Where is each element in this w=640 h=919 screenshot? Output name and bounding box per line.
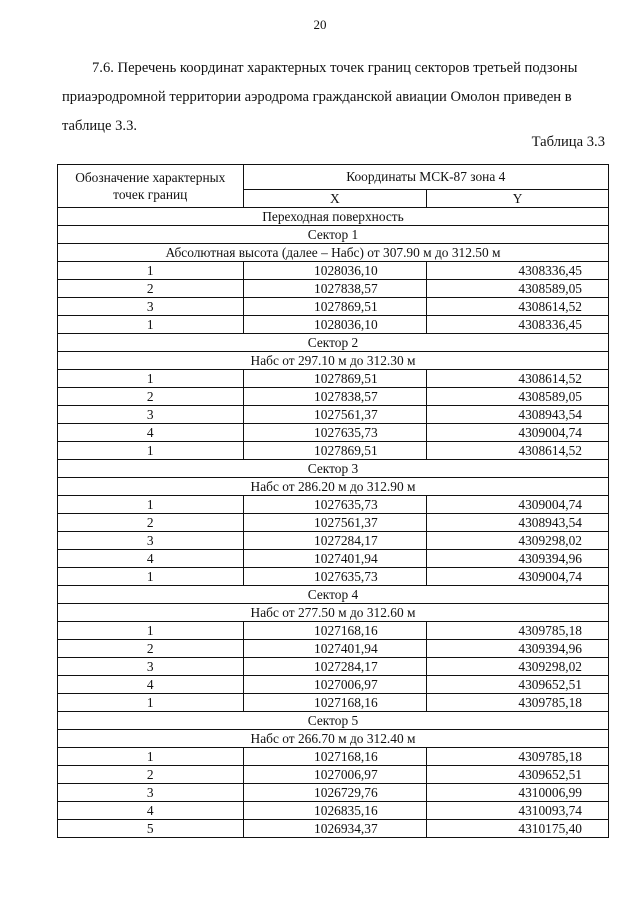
x-coordinate: 1027284,17 <box>243 658 427 676</box>
sector-height-range: Набс от 286.20 м до 312.90 м <box>58 478 609 496</box>
table-row <box>58 748 609 766</box>
x-coordinate: 1028036,10 <box>243 316 427 334</box>
page-number: 20 <box>313 17 327 32</box>
x-coordinate: 1027168,16 <box>243 622 427 640</box>
table-row <box>58 280 609 298</box>
y-coordinate: 4309785,18 <box>427 748 609 766</box>
y-coordinate: 4309394,96 <box>427 550 609 568</box>
table-row <box>58 694 609 712</box>
point-number: 1 <box>58 622 244 640</box>
x-coordinate: 1027168,16 <box>243 694 427 712</box>
sector-height-range: Набс от 266.70 м до 312.40 м <box>58 730 609 748</box>
sector-title-row <box>58 586 609 604</box>
sector-height-row <box>58 730 609 748</box>
y-coordinate: 4310093,74 <box>427 802 609 820</box>
x-coordinate: 1027401,94 <box>243 550 427 568</box>
x-coordinate: 1027838,57 <box>243 280 427 298</box>
point-number: 4 <box>58 550 244 568</box>
x-coordinate: 1027635,73 <box>243 496 427 514</box>
x-coordinate: 1027168,16 <box>243 748 427 766</box>
point-number: 1 <box>58 262 244 280</box>
table-header-row <box>58 165 609 190</box>
table-row <box>58 766 609 784</box>
table-row <box>58 496 609 514</box>
sector-title: Сектор 4 <box>58 586 609 604</box>
point-number: 3 <box>58 784 244 802</box>
intro-line-1: 7.6. Перечень координат характерных точек границ секторов третьей подзоны <box>92 60 578 76</box>
header-y: Y <box>427 190 609 208</box>
x-coordinate: 1027838,57 <box>243 388 427 406</box>
point-number: 3 <box>58 406 244 424</box>
point-number: 1 <box>58 316 244 334</box>
intro-line-2: приаэродромной территории аэродрома гражданской авиации Омолон приведен в <box>62 89 572 105</box>
table-row <box>58 532 609 550</box>
table-row <box>58 550 609 568</box>
x-coordinate: 1026729,76 <box>243 784 427 802</box>
x-coordinate: 1027869,51 <box>243 370 427 388</box>
x-coordinate: 1027561,37 <box>243 514 427 532</box>
y-coordinate: 4308589,05 <box>427 388 609 406</box>
point-number: 1 <box>58 442 244 460</box>
y-coordinate: 4310175,40 <box>427 820 609 838</box>
table-row <box>58 568 609 586</box>
table-row <box>58 298 609 316</box>
sector-height-range: Набс от 277.50 м до 312.60 м <box>58 604 609 622</box>
sector-height-row <box>58 478 609 496</box>
table-row <box>58 442 609 460</box>
table-row <box>58 316 609 334</box>
sector-height-row <box>58 604 609 622</box>
y-coordinate: 4308614,52 <box>427 442 609 460</box>
y-coordinate: 4308614,52 <box>427 370 609 388</box>
x-coordinate: 1027401,94 <box>243 640 427 658</box>
table-row <box>58 640 609 658</box>
point-number: 2 <box>58 766 244 784</box>
y-coordinate: 4309394,96 <box>427 640 609 658</box>
y-coordinate: 4309652,51 <box>427 676 609 694</box>
y-coordinate: 4308943,54 <box>427 406 609 424</box>
point-number: 3 <box>58 532 244 550</box>
point-number: 1 <box>58 694 244 712</box>
sector-title: Сектор 1 <box>58 226 609 244</box>
table-row <box>58 388 609 406</box>
y-coordinate: 4308614,52 <box>427 298 609 316</box>
x-coordinate: 1027284,17 <box>243 532 427 550</box>
point-number: 1 <box>58 568 244 586</box>
y-coordinate: 4309004,74 <box>427 496 609 514</box>
header-x: X <box>243 190 427 208</box>
x-coordinate: 1027006,97 <box>243 766 427 784</box>
y-coordinate: 4309298,02 <box>427 658 609 676</box>
y-coordinate: 4308589,05 <box>427 280 609 298</box>
sector-title: Сектор 2 <box>58 334 609 352</box>
table-caption: Таблица 3.3 <box>531 134 605 150</box>
table-row <box>58 406 609 424</box>
y-coordinate: 4309785,18 <box>427 694 609 712</box>
table-row <box>58 820 609 838</box>
intro-paragraph <box>62 54 607 141</box>
header-coordinates: Координаты МСК-87 зона 4 <box>243 165 608 190</box>
point-number: 1 <box>58 496 244 514</box>
x-coordinate: 1027561,37 <box>243 406 427 424</box>
point-number: 1 <box>58 370 244 388</box>
y-coordinate: 4309652,51 <box>427 766 609 784</box>
table-row <box>58 622 609 640</box>
sector-title-row <box>58 460 609 478</box>
y-coordinate: 4308943,54 <box>427 514 609 532</box>
point-number: 4 <box>58 676 244 694</box>
x-coordinate: 1027869,51 <box>243 298 427 316</box>
sector-title-row <box>58 712 609 730</box>
point-number: 2 <box>58 388 244 406</box>
y-coordinate: 4309004,74 <box>427 568 609 586</box>
point-number: 2 <box>58 640 244 658</box>
point-number: 1 <box>58 748 244 766</box>
x-coordinate: 1027869,51 <box>243 442 427 460</box>
table-row <box>58 262 609 280</box>
x-coordinate: 1026835,16 <box>243 802 427 820</box>
sector-title: Сектор 5 <box>58 712 609 730</box>
point-number: 2 <box>58 514 244 532</box>
x-coordinate: 1028036,10 <box>243 262 427 280</box>
point-number: 3 <box>58 658 244 676</box>
table-row <box>58 658 609 676</box>
x-coordinate: 1026934,37 <box>243 820 427 838</box>
y-coordinate: 4309785,18 <box>427 622 609 640</box>
point-number: 4 <box>58 424 244 442</box>
table-row <box>58 514 609 532</box>
table-row <box>58 370 609 388</box>
intro-line-3: таблице 3.3. <box>62 118 138 134</box>
y-coordinate: 4308336,45 <box>427 316 609 334</box>
y-coordinate: 4309298,02 <box>427 532 609 550</box>
table-row <box>58 784 609 802</box>
sector-title-row <box>58 226 609 244</box>
table-row <box>58 676 609 694</box>
sector-height-row <box>58 352 609 370</box>
x-coordinate: 1027635,73 <box>243 424 427 442</box>
point-number: 3 <box>58 298 244 316</box>
surface-title: Переходная поверхность <box>58 208 609 226</box>
table-row <box>58 424 609 442</box>
x-coordinate: 1027006,97 <box>243 676 427 694</box>
sector-height-range: Абсолютная высота (далее – Набс) от 307.90 м до 312.50 м <box>58 244 609 262</box>
y-coordinate: 4309004,74 <box>427 424 609 442</box>
y-coordinate: 4308336,45 <box>427 262 609 280</box>
sector-title-row <box>58 334 609 352</box>
point-number: 4 <box>58 802 244 820</box>
y-coordinate: 4310006,99 <box>427 784 609 802</box>
coordinates-table <box>57 164 609 838</box>
table-row <box>58 802 609 820</box>
point-number: 5 <box>58 820 244 838</box>
x-coordinate: 1027635,73 <box>243 568 427 586</box>
sector-height-range: Набс от 297.10 м до 312.30 м <box>58 352 609 370</box>
sector-height-row <box>58 244 609 262</box>
sector-title: Сектор 3 <box>58 460 609 478</box>
surface-row <box>58 208 609 226</box>
header-point-designation: Обозначение характерных точек границ <box>58 165 244 208</box>
point-number: 2 <box>58 280 244 298</box>
